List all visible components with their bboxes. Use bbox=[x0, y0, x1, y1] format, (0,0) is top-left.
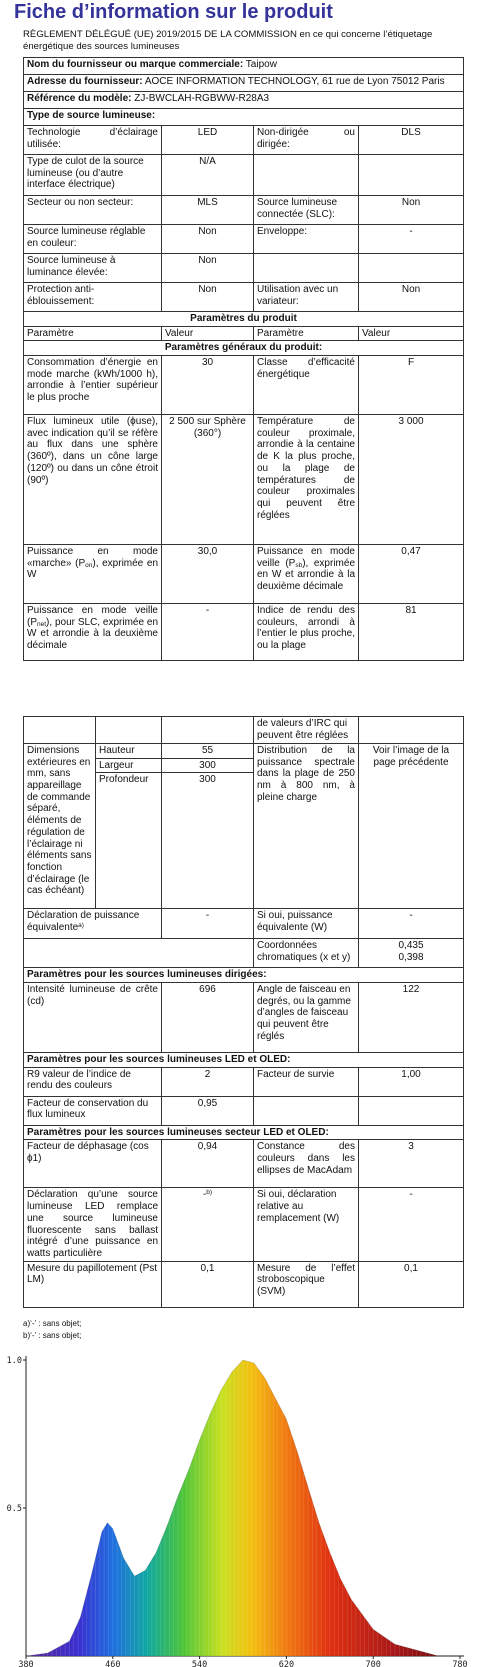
x-tick-label: 540 bbox=[191, 1660, 208, 1667]
power-on-label bbox=[24, 545, 162, 604]
dimensions-row bbox=[24, 744, 464, 759]
cell-mains-value: MLS bbox=[162, 196, 254, 225]
beam-angle-value: 122 bbox=[359, 983, 464, 1053]
chroma-x: 0,435 bbox=[398, 940, 424, 952]
x-tick-label: 620 bbox=[278, 1660, 295, 1667]
mains-led-heading: Paramètres pour les sources lumineuses secteur LED et OLED: bbox=[24, 1125, 464, 1140]
y-tick-label: 0.5 bbox=[6, 1504, 22, 1514]
r9-value: 2 bbox=[162, 1067, 254, 1096]
led-heading-row bbox=[24, 1053, 464, 1068]
equiv-sup: a) bbox=[78, 922, 84, 930]
flicker-label: Mesure du papillotement (Pst LM) bbox=[24, 1261, 162, 1307]
equivalent-power-row bbox=[24, 909, 464, 939]
cell-tunable-label: Source lumineuse réglable en couleur: bbox=[24, 225, 162, 254]
directional-row bbox=[24, 983, 464, 1053]
cell-connected-label: Source lumineuse connectée (SLC): bbox=[254, 196, 359, 225]
equiv-label bbox=[24, 909, 162, 939]
efficiency-class-label: Classe d’efficacité énergétique bbox=[254, 356, 359, 415]
phase-factor-label: Facteur de déphasage (cos ϕ1) bbox=[24, 1140, 162, 1188]
replace-label-text: Déclaration qu’une source lumineuse LED remplace une source lumineuse fluorescente sans ballast intégré d’une puissance en watts particulière bbox=[27, 1189, 158, 1259]
chromaticity-row bbox=[24, 939, 464, 968]
col-value-header: Valeur bbox=[359, 326, 464, 341]
source-type-heading: Type de source lumineuse: bbox=[24, 109, 464, 126]
chroma-value bbox=[359, 939, 464, 968]
chart-area-group bbox=[26, 1360, 460, 1656]
flux-value: 2 500 sur Sphère (360°) bbox=[162, 415, 254, 545]
standby-label bbox=[254, 545, 359, 604]
standby-label-tail: ), exprimée en W et arrondie à la deuxième décimale bbox=[257, 557, 355, 593]
cell-empty bbox=[359, 717, 464, 744]
cell-empty bbox=[96, 717, 162, 744]
standby-sub: sb bbox=[295, 561, 303, 569]
standby-value: 0,47 bbox=[359, 545, 464, 604]
equiv-label-text: Déclaration de puissance équivalente bbox=[27, 910, 140, 934]
replace-value bbox=[162, 1188, 254, 1261]
cell-dimmer-label: Utilisation avec un variateur: bbox=[254, 283, 359, 312]
cell-technology-label: Technologie d’éclairage utilisée: bbox=[24, 126, 162, 155]
replace-watt-label: Si oui, déclaration relative au remplacement (W) bbox=[254, 1188, 359, 1261]
mains-heading-row bbox=[24, 1125, 464, 1140]
x-tick-label: 380 bbox=[18, 1660, 34, 1667]
cell-envelope-value: - bbox=[359, 225, 464, 254]
y-tick-label: 1.0 bbox=[6, 1356, 22, 1366]
col-value-header: Valeur bbox=[162, 326, 254, 341]
footnote-a: a)‘-’ : sans objet; bbox=[23, 1319, 82, 1328]
svm-label: Mesure de l’effet stroboscopique (SVM) bbox=[254, 1261, 359, 1307]
peak-intensity-value: 696 bbox=[162, 983, 254, 1053]
directional-heading: Paramètres pour les sources lumineuses dirigées: bbox=[24, 968, 464, 983]
consumption-label: Consommation d’énergie en mode marche (kWh/1000 h), arrondie à l’entier supérieur le plus proche bbox=[24, 356, 162, 415]
supplier-name-label: Nom du fournisseur ou marque commerciale: bbox=[27, 59, 244, 70]
peak-intensity-label: Intensité lumineuse de crête (cd) bbox=[24, 983, 162, 1053]
cell-empty bbox=[359, 1096, 464, 1125]
maintenance-value: 0,95 bbox=[162, 1096, 254, 1125]
mains-row bbox=[24, 1188, 464, 1261]
regulation-text: RÈGLEMENT DÉLÉGUÉ (UE) 2019/2015 DE LA COMMISSION en ce qui concerne l’étiquetage énergétique des sources lumineuses bbox=[23, 29, 433, 52]
dim-height-label: Hauteur bbox=[96, 744, 162, 759]
directional-heading-row bbox=[24, 968, 464, 983]
r9-label: R9 valeur de l’indice de rendu des couleurs bbox=[24, 1067, 162, 1096]
chroma-y: 0,398 bbox=[398, 952, 424, 964]
macadam-value: 3 bbox=[359, 1140, 464, 1188]
equiv-watt-label: Si oui, puissance équivalente (W) bbox=[254, 909, 359, 939]
cell-directional-label: Non-dirigée ou dirigée: bbox=[254, 126, 359, 155]
replace-watt-value: - bbox=[359, 1188, 464, 1261]
flicker-value: 0,1 bbox=[162, 1261, 254, 1307]
netstandby-label-text: Puissance en mode veille (P bbox=[27, 605, 158, 628]
dim-width-value: 300 bbox=[162, 758, 254, 773]
x-tick-label: 780 bbox=[452, 1660, 468, 1667]
cell-empty bbox=[254, 1096, 359, 1125]
macadam-label: Constance des couleurs dans les ellipses de MacAdam bbox=[254, 1140, 359, 1188]
product-params-heading: Paramètres du produit bbox=[24, 312, 464, 327]
cell-mains-label: Secteur ou non secteur: bbox=[24, 196, 162, 225]
model-label: Référence du modèle: bbox=[27, 93, 132, 104]
cell-empty bbox=[254, 254, 359, 283]
cell-directional-value: DLS bbox=[359, 126, 464, 155]
col-param-header: Paramètre bbox=[254, 326, 359, 341]
consumption-row bbox=[24, 356, 464, 415]
x-tick-label: 700 bbox=[365, 1660, 381, 1667]
supplier-address-label: Adresse du fournisseur: bbox=[27, 76, 143, 87]
cell-empty bbox=[359, 155, 464, 196]
cell-empty bbox=[24, 939, 254, 968]
consumption-value: 30 bbox=[162, 356, 254, 415]
equiv-watt-value: - bbox=[359, 909, 464, 939]
source-type-heading-row bbox=[24, 109, 464, 126]
cell-glare-value: Non bbox=[162, 283, 254, 312]
cell-luminance-label: Source lumineuse à luminance élevée: bbox=[24, 254, 162, 283]
power-row bbox=[24, 545, 464, 604]
netstandby-value: - bbox=[162, 604, 254, 661]
power-on-sub: on bbox=[85, 561, 93, 569]
source-type-row bbox=[24, 126, 464, 155]
cri-label-continued: de valeurs d’IRC qui peuvent être réglées bbox=[254, 717, 359, 744]
general-heading-row bbox=[24, 341, 464, 356]
spectral-label: Distribution de la puissance spectrale dans la plage de 250 nm à 800 nm, à pleine charge bbox=[254, 744, 359, 909]
model-row bbox=[24, 92, 464, 109]
col-param-header: Paramètre bbox=[24, 326, 162, 341]
phase-factor-value: 0,94 bbox=[162, 1140, 254, 1188]
cri-value: 81 bbox=[359, 604, 464, 661]
svm-value: 0,1 bbox=[359, 1261, 464, 1307]
cri-continuation-row bbox=[24, 717, 464, 744]
equiv-value: - bbox=[162, 909, 254, 939]
replace-label bbox=[24, 1188, 162, 1261]
chroma-label: Coordonnées chromatiques (x et y) bbox=[254, 939, 359, 968]
flux-label: Flux lumineux utile (ϕuse), avec indication qu’il se réfère au flux dans une sphère (360º), dans un cône large (120º) ou dans un cône étroit (90º) bbox=[24, 415, 162, 545]
cell-envelope-label: Enveloppe: bbox=[254, 225, 359, 254]
led-oled-heading: Paramètres pour les sources lumineuses LED et OLED: bbox=[24, 1053, 464, 1068]
maintenance-label: Facteur de conservation du flux lumineux bbox=[24, 1096, 162, 1125]
source-type-row bbox=[24, 225, 464, 254]
mains-row bbox=[24, 1140, 464, 1188]
cell-empty bbox=[359, 254, 464, 283]
power-on-value: 30,0 bbox=[162, 545, 254, 604]
supplier-address-value: AOCE INFORMATION TECHNOLOGY, 61 rue de Lyon 75012 Paris bbox=[144, 76, 445, 87]
survival-label: Facteur de survie bbox=[254, 1067, 359, 1096]
cct-value: 3 000 bbox=[359, 415, 464, 545]
model-value: ZJ-BWCLAH-RGBWW-R28A3 bbox=[134, 93, 270, 104]
beam-angle-label: Angle de faisceau en degrés, ou la gamme d’angles de faisceau qui peuvent être réglés bbox=[254, 983, 359, 1053]
flux-row bbox=[24, 415, 464, 545]
cell-cap-label: Type de culot de la source lumineuse (ou d’autre interface électrique) bbox=[24, 155, 162, 196]
mains-row bbox=[24, 1261, 464, 1307]
source-type-row bbox=[24, 155, 464, 196]
source-type-row bbox=[24, 254, 464, 283]
cell-tunable-value: Non bbox=[162, 225, 254, 254]
cri-label: Indice de rendu des couleurs, arrondi à l’entier le plus proche, ou la plage bbox=[254, 604, 359, 661]
supplier-name-value: Taipow bbox=[245, 59, 277, 70]
cell-luminance-value: Non bbox=[162, 254, 254, 283]
spectral-value: Voir l’image de la page précédente bbox=[359, 744, 464, 909]
cell-cap-value: N/A bbox=[162, 155, 254, 196]
cell-technology-value: LED bbox=[162, 126, 254, 155]
replace-sup: b) bbox=[206, 1189, 213, 1197]
cell-dimmer-value: Non bbox=[359, 283, 464, 312]
dim-width-label: Largeur bbox=[96, 758, 162, 773]
page-title: Fiche d’information sur le produit bbox=[14, 1, 333, 23]
power-on-label-text: Puissance en mode «marche» (P bbox=[27, 546, 158, 569]
source-type-row bbox=[24, 196, 464, 225]
product-info-table-page2 bbox=[23, 716, 464, 1308]
product-info-table-page1 bbox=[23, 57, 464, 661]
dim-depth-value: 300 bbox=[162, 773, 254, 909]
efficiency-class-value: F bbox=[359, 356, 464, 415]
source-type-row bbox=[24, 283, 464, 312]
replace-value-text: - bbox=[202, 1189, 207, 1201]
cell-glare-label: Protection anti-éblouissement: bbox=[24, 283, 162, 312]
netstandby-label bbox=[24, 604, 162, 661]
cct-label: Température de couleur proximale, arrondie à la centaine de K la plus proche, ou la plage de températures de couleur proximales qui peuvent être réglées bbox=[254, 415, 359, 545]
dim-depth-label: Profondeur bbox=[96, 773, 162, 909]
power-on-label-tail: ), exprimée en W bbox=[27, 557, 159, 581]
dim-height-value: 55 bbox=[162, 744, 254, 759]
standby-label-text: Puissance en mode veille (P bbox=[257, 546, 355, 569]
footnote-b: b)‘-’ : sans objet; bbox=[23, 1330, 82, 1340]
led-row bbox=[24, 1067, 464, 1096]
led-row bbox=[24, 1096, 464, 1125]
column-header-row bbox=[24, 326, 464, 341]
dimensions-label: Dimensions extérieures en mm, sans appareillage de commande séparé, éléments de régulation de l’éclairage ni éléments sans fonction d’éclairage (le cas échéant) bbox=[24, 744, 96, 909]
supplier-name-row bbox=[24, 58, 464, 75]
general-params-heading: Paramètres généraux du produit: bbox=[24, 341, 464, 356]
spectral-distribution-chart bbox=[0, 1338, 490, 1667]
netstandby-label-tail: ), pour SLC, exprimée en W et arrondie à la deuxième décimale bbox=[27, 616, 158, 652]
cell-connected-value: Non bbox=[359, 196, 464, 225]
cell-empty bbox=[254, 155, 359, 196]
survival-value: 1,00 bbox=[359, 1067, 464, 1096]
cell-empty bbox=[24, 717, 96, 744]
netstandby-row bbox=[24, 604, 464, 661]
cell-empty bbox=[162, 717, 254, 744]
supplier-address-row bbox=[24, 75, 464, 92]
product-params-heading-row bbox=[24, 312, 464, 327]
x-tick-label: 460 bbox=[105, 1660, 121, 1667]
netstandby-sub: net bbox=[37, 620, 47, 628]
